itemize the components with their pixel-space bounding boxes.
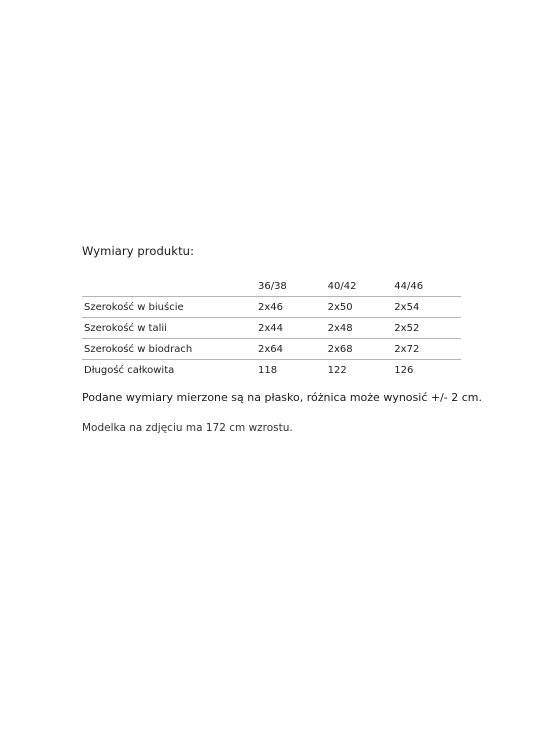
column-header-size: 40/42	[328, 272, 395, 297]
size-table-header-row	[82, 272, 461, 297]
table-cell: 122	[328, 360, 395, 381]
row-label: Szerokość w talii	[82, 318, 258, 339]
row-label: Szerokość w biodrach	[82, 339, 258, 360]
column-header-size: 36/38	[258, 272, 328, 297]
table-row	[82, 360, 461, 381]
table-cell: 2x44	[258, 318, 328, 339]
table-cell: 2x68	[328, 339, 395, 360]
table-cell: 2x64	[258, 339, 328, 360]
row-label: Szerokość w biuście	[82, 297, 258, 318]
table-cell: 2x72	[394, 339, 461, 360]
measurement-note: Podane wymiary mierzone są na płasko, różnica może wynosić +/- 2 cm.	[82, 391, 483, 404]
column-header-label	[82, 272, 258, 297]
table-row	[82, 297, 461, 318]
table-row	[82, 318, 461, 339]
table-cell: 2x54	[394, 297, 461, 318]
section-heading: Wymiary produktu:	[82, 244, 195, 258]
model-height-note: Modelka na zdjęciu ma 172 cm wzrostu.	[82, 422, 293, 434]
row-label: Długość całkowita	[82, 360, 258, 381]
table-row	[82, 339, 461, 360]
table-cell: 2x46	[258, 297, 328, 318]
table-cell: 118	[258, 360, 328, 381]
table-cell: 2x48	[328, 318, 395, 339]
table-cell: 2x52	[394, 318, 461, 339]
table-cell: 2x50	[328, 297, 395, 318]
size-table	[82, 272, 461, 380]
table-cell: 126	[394, 360, 461, 381]
column-header-size: 44/46	[394, 272, 461, 297]
